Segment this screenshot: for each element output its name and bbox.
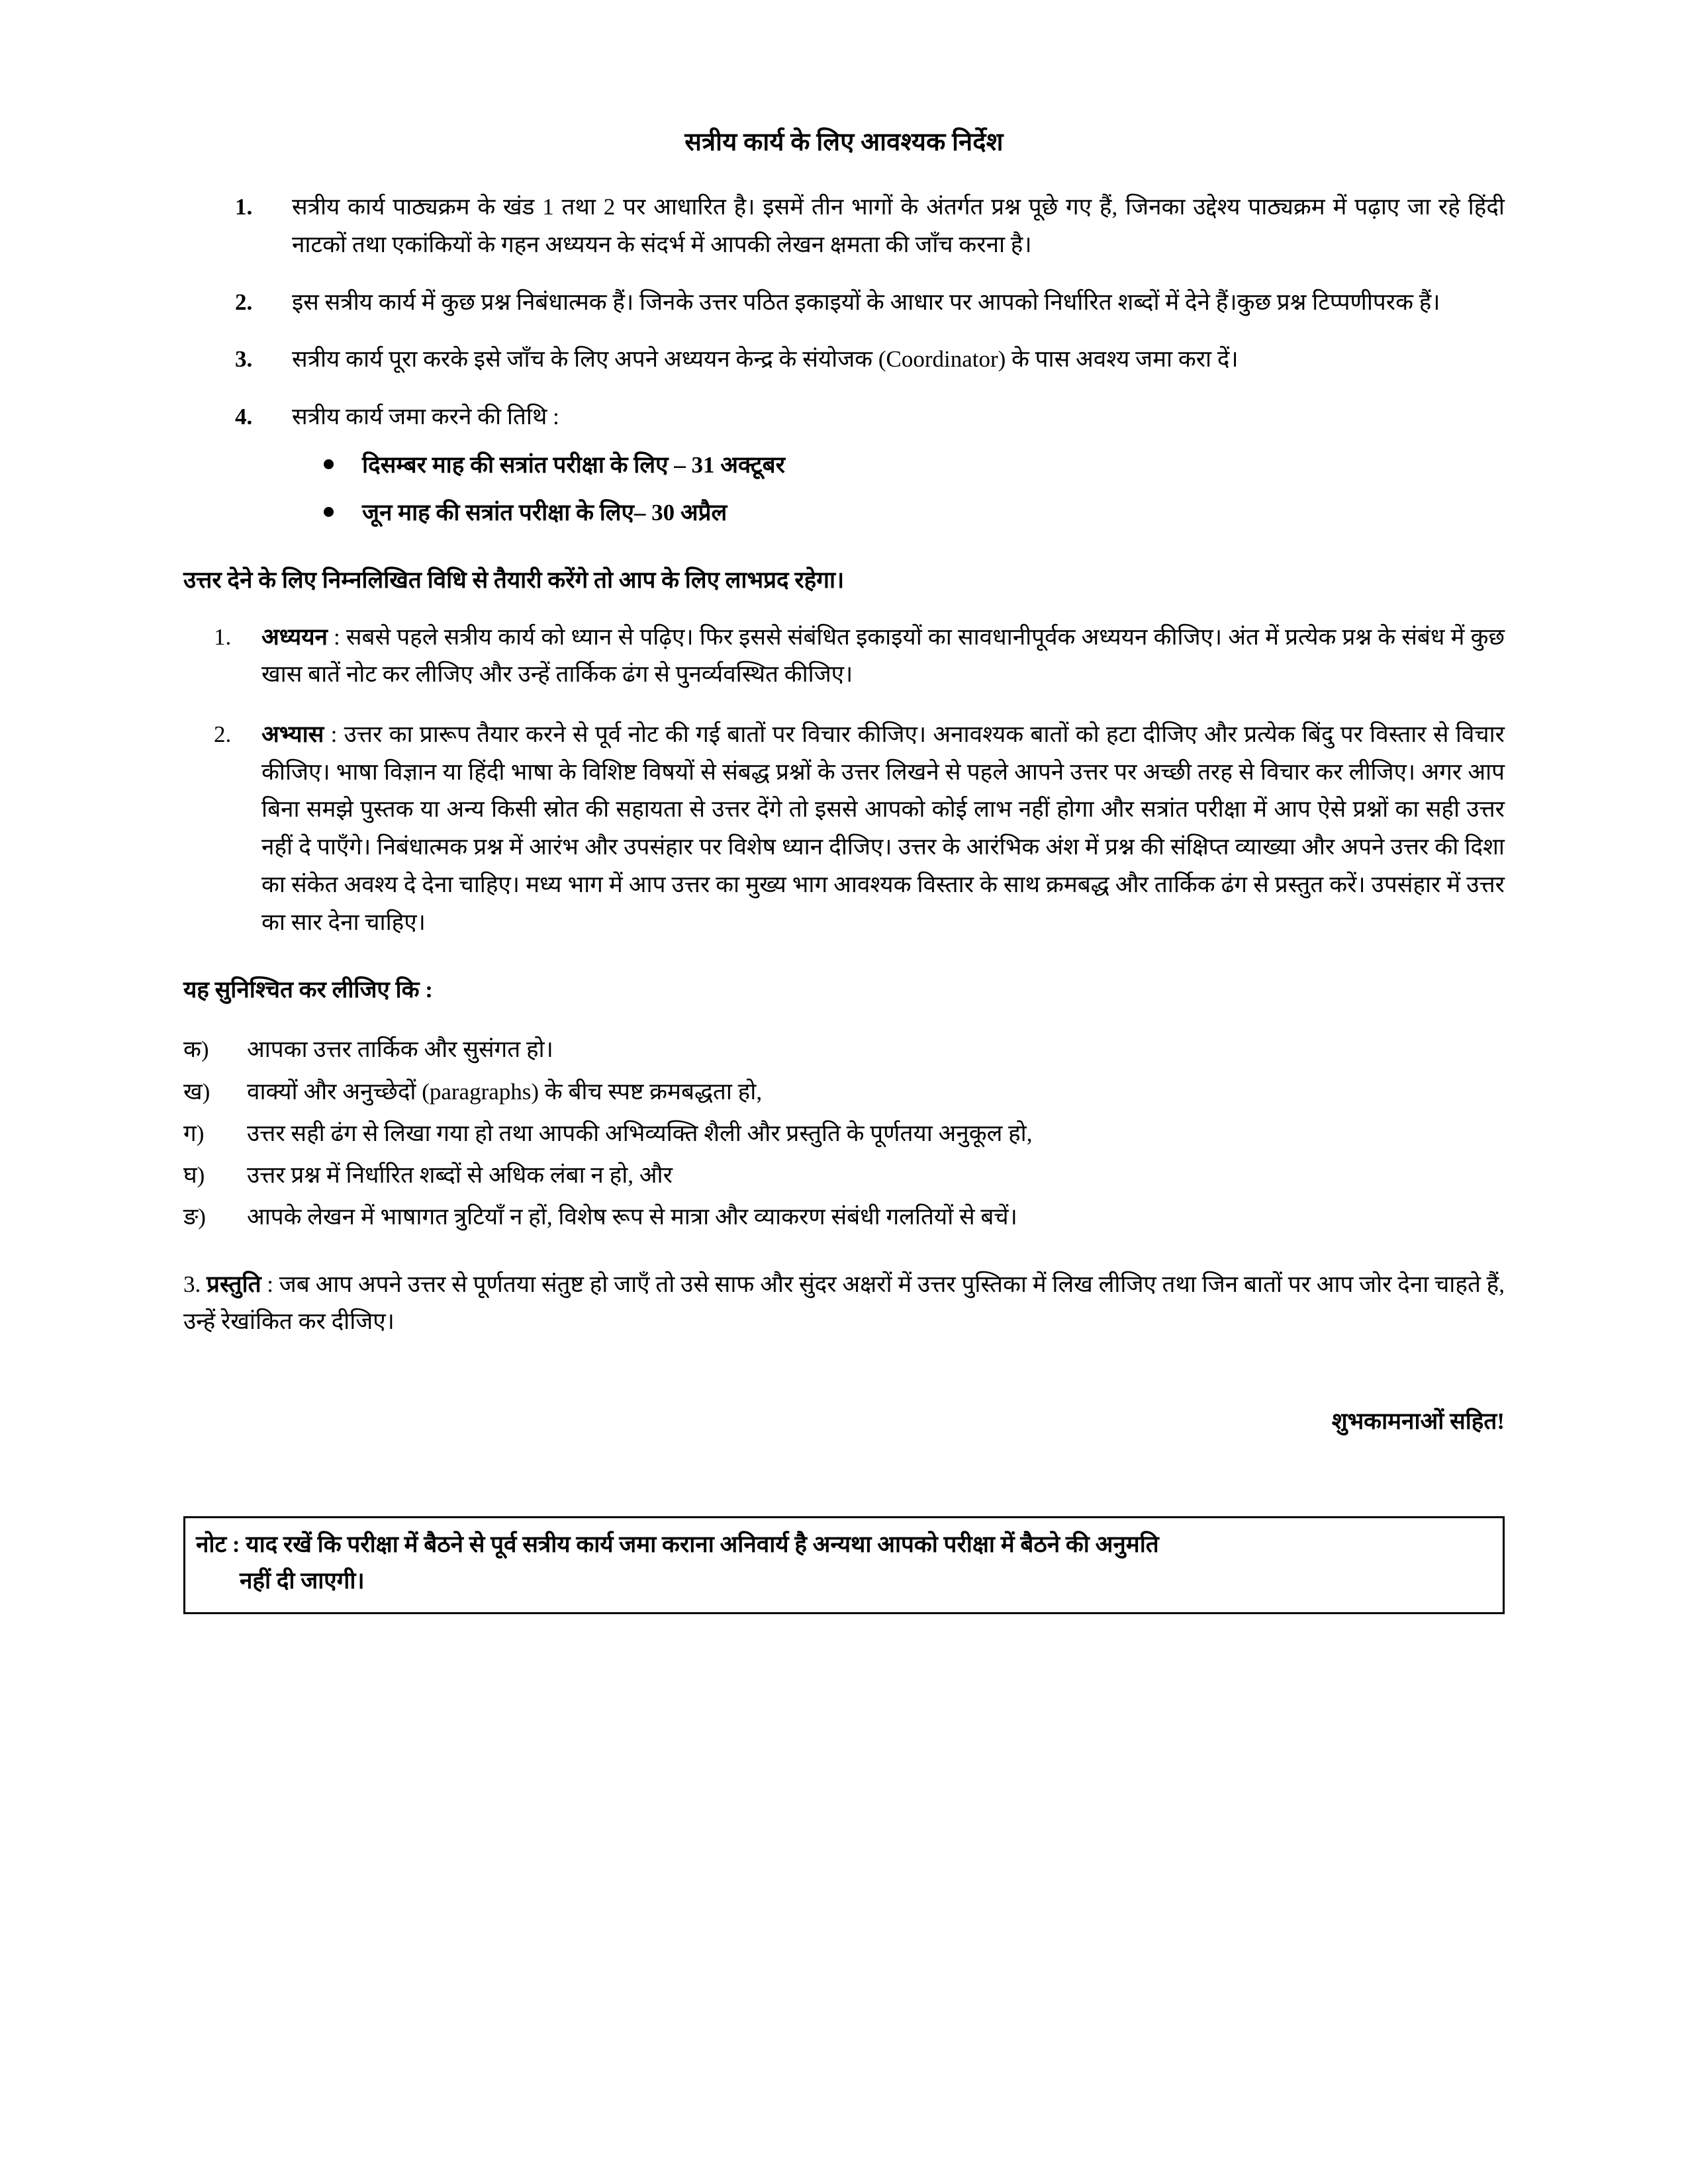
submission-date-text: दिसम्बर माह की सत्रांत परीक्षा के लिए – 31 अक्टूबर [362,451,785,478]
instruction-marker: 3. [235,346,253,373]
submission-date-text: जून माह की सत्रांत परीक्षा के लिए– 30 अप्रैल [362,499,727,525]
preparation-heading: उत्तर देने के लिए निम्नलिखित विधि से तैयारी करेंगे तो आप के लिए लाभप्रद रहेगा। [183,567,845,593]
instruction-marker: 2. [235,289,253,315]
submission-dates-list [292,447,1505,531]
instruction-item [183,341,1505,379]
instruction-item [183,398,1505,531]
ensure-heading: यह सुनिश्चित कर लीजिए कि : [183,977,433,1003]
ensure-point-text: आपके लेखन में भाषागत त्रुटियाँ न हों, विशेष रूप से मात्रा और व्याकरण संबंधी गलतियों से बचें। [247,1204,1017,1230]
instruction-item [183,284,1505,322]
preparation-step-marker: 1. [214,623,232,650]
preparation-step-item [183,716,1505,941]
ensure-point-marker: घ) [183,1162,205,1189]
preparation-steps-list [183,619,1505,942]
preparation-step-lead: अध्ययन [261,623,328,650]
ensure-point-marker: ङ) [183,1204,206,1230]
preparation-step-text: : सबसे पहले सत्रीय कार्य को ध्यान से पढ़िए। फिर इससे संबंधित इकाइयों का सावधानीपूर्वक अध्ययन कीजिए। अंत में प्रत्येक प्रश्न के संबंध में कुछ खास बातें नोट कर लीजिए और उन्हें तार्किक ढंग से पुनर्व्यवस्थित कीजिए। [261,623,1505,688]
instruction-marker: 4. [235,404,253,430]
bullet-icon [324,459,334,469]
instruction-marker: 1. [235,194,253,220]
note-box [183,1516,1505,1615]
presentation-lead: प्रस्तुति [207,1271,261,1297]
note-line-2: नहीं दी जाएगी। [240,1567,365,1594]
instruction-text: सत्रीय कार्य पाठ्यक्रम के खंड 1 तथा 2 पर आधारित है। इसमें तीन भागों के अंतर्गत प्रश्न पूछे गए हैं, जिनका उद्देश्य पाठ्यक्रम में पढ़ाए जा रहे हिंदी नाटकों तथा एकांकियों के गहन अध्ययन के संदर्भ में आपकी लेखन क्षमता की जाँच करना है। [292,194,1505,257]
preparation-step-lead: अभ्यास [261,721,324,748]
instruction-text: इस सत्रीय कार्य में कुछ प्रश्न निबंधात्मक हैं। जिनके उत्तर पठित इकाइयों के आधार पर आपको निर्धारित शब्दों में देने हैं।कुछ प्रश्न टिप्पणीपरक हैं। [292,289,1440,315]
preparation-step-text: : उत्तर का प्रारूप तैयार करने से पूर्व नोट की गई बातों पर विचार कीजिए। अनावश्यक बातों को हटा दीजिए और प्रत्येक बिंदु पर विस्तार से विचार कीजिए। भाषा विज्ञान या हिंदी भाषा के विशिष्ट विषयों से संबद्ध प्रश्नों के उत्तर लिखने से पहले आपने उत्तर पर अच्छी तरह से विचार कर लीजिए। अगर आप बिना समझे पुस्तक या अन्य किसी स्रोत की सहायता से उत्तर देंगे तो इससे आपको कोई लाभ नहीं होगा और सत्रांत परीक्षा में आप ऐसे प्रश्नों का सही उत्तर नहीं दे पाएँगे। निबंधात्मक प्रश्न में आरंभ और उपसंहार पर विशेष ध्यान दीजिए। उत्तर के आरंभिक अंश में प्रश्न की संक्षिप्त व्याख्या और अपने उत्तर की दिशा का संकेत अवश्य दे देना चाहिए। मध्य भाग में आप उत्तर का मुख्य भाग आवश्यक विस्तार के साथ क्रमबद्ध और तार्किक ढंग से प्रस्तुत करें। उपसंहार में उत्तर का सार देना चाहिए। [261,721,1505,935]
ensure-point-marker: क) [183,1036,209,1063]
instruction-text: सत्रीय कार्य जमा करने की तिथि : [292,404,559,430]
submission-date-item [292,447,1505,484]
note-text [196,1526,1492,1600]
ensure-point-item [183,1199,1505,1235]
bullet-icon [324,507,334,517]
ensure-point-text: उत्तर प्रश्न में निर्धारित शब्दों से अधिक लंबा न हो, और [247,1162,673,1189]
instruction-text: सत्रीय कार्य पूरा करके इसे जाँच के लिए अपने अध्ययन केन्द्र के संयोजक (Coordinator) के पास अवश्य जमा करा दें। [292,346,1239,373]
ensure-points-list [183,1031,1505,1235]
ensure-point-text: आपका उत्तर तार्किक और सुसंगत हो। [247,1036,553,1063]
instruction-item [183,189,1505,263]
ensure-point-text: उत्तर सही ढंग से लिखा गया हो तथा आपकी अभिव्यक्ति शैली और प्रस्तुति के पूर्णतया अनुकूल हो, [247,1120,1033,1146]
presentation-paragraph [183,1266,1505,1341]
closing-salutation: शुभकामनाओं सहित! [1331,1408,1505,1435]
preparation-step-marker: 2. [214,721,232,748]
document-content [183,126,1505,1614]
ensure-point-marker: ग) [183,1120,205,1146]
ensure-point-item [183,1115,1505,1152]
presentation-marker: 3. [183,1271,201,1297]
note-line-1: नोट : याद रखें कि परीक्षा में बैठने से पूर्व सत्रीय कार्य जमा कराना अनिवार्य है अन्यथा आपको परीक्षा में बैठने की अनुमति [196,1531,1159,1557]
ensure-point-marker: ख) [183,1078,211,1105]
submission-date-item [292,494,1505,531]
page-title: सत्रीय कार्य के लिए आवश्यक निर्देश [684,128,1004,156]
instructions-list [183,189,1505,531]
ensure-point-item [183,1031,1505,1068]
ensure-point-text: वाक्यों और अनुच्छेदों (paragraphs) के बीच स्पष्ट क्रमबद्धता हो, [247,1078,763,1105]
preparation-step-item [183,619,1505,694]
ensure-point-item [183,1157,1505,1193]
ensure-point-item [183,1073,1505,1110]
presentation-text: : जब आप अपने उत्तर से पूर्णतया संतुष्ट हो जाएँ तो उसे साफ और सुंदर अक्षरों में उत्तर पुस्तिका में लिख लीजिए तथा जिन बातों पर आप जोर देना चाहते हैं, उन्हें रेखांकित कर दीजिए। [183,1271,1505,1335]
